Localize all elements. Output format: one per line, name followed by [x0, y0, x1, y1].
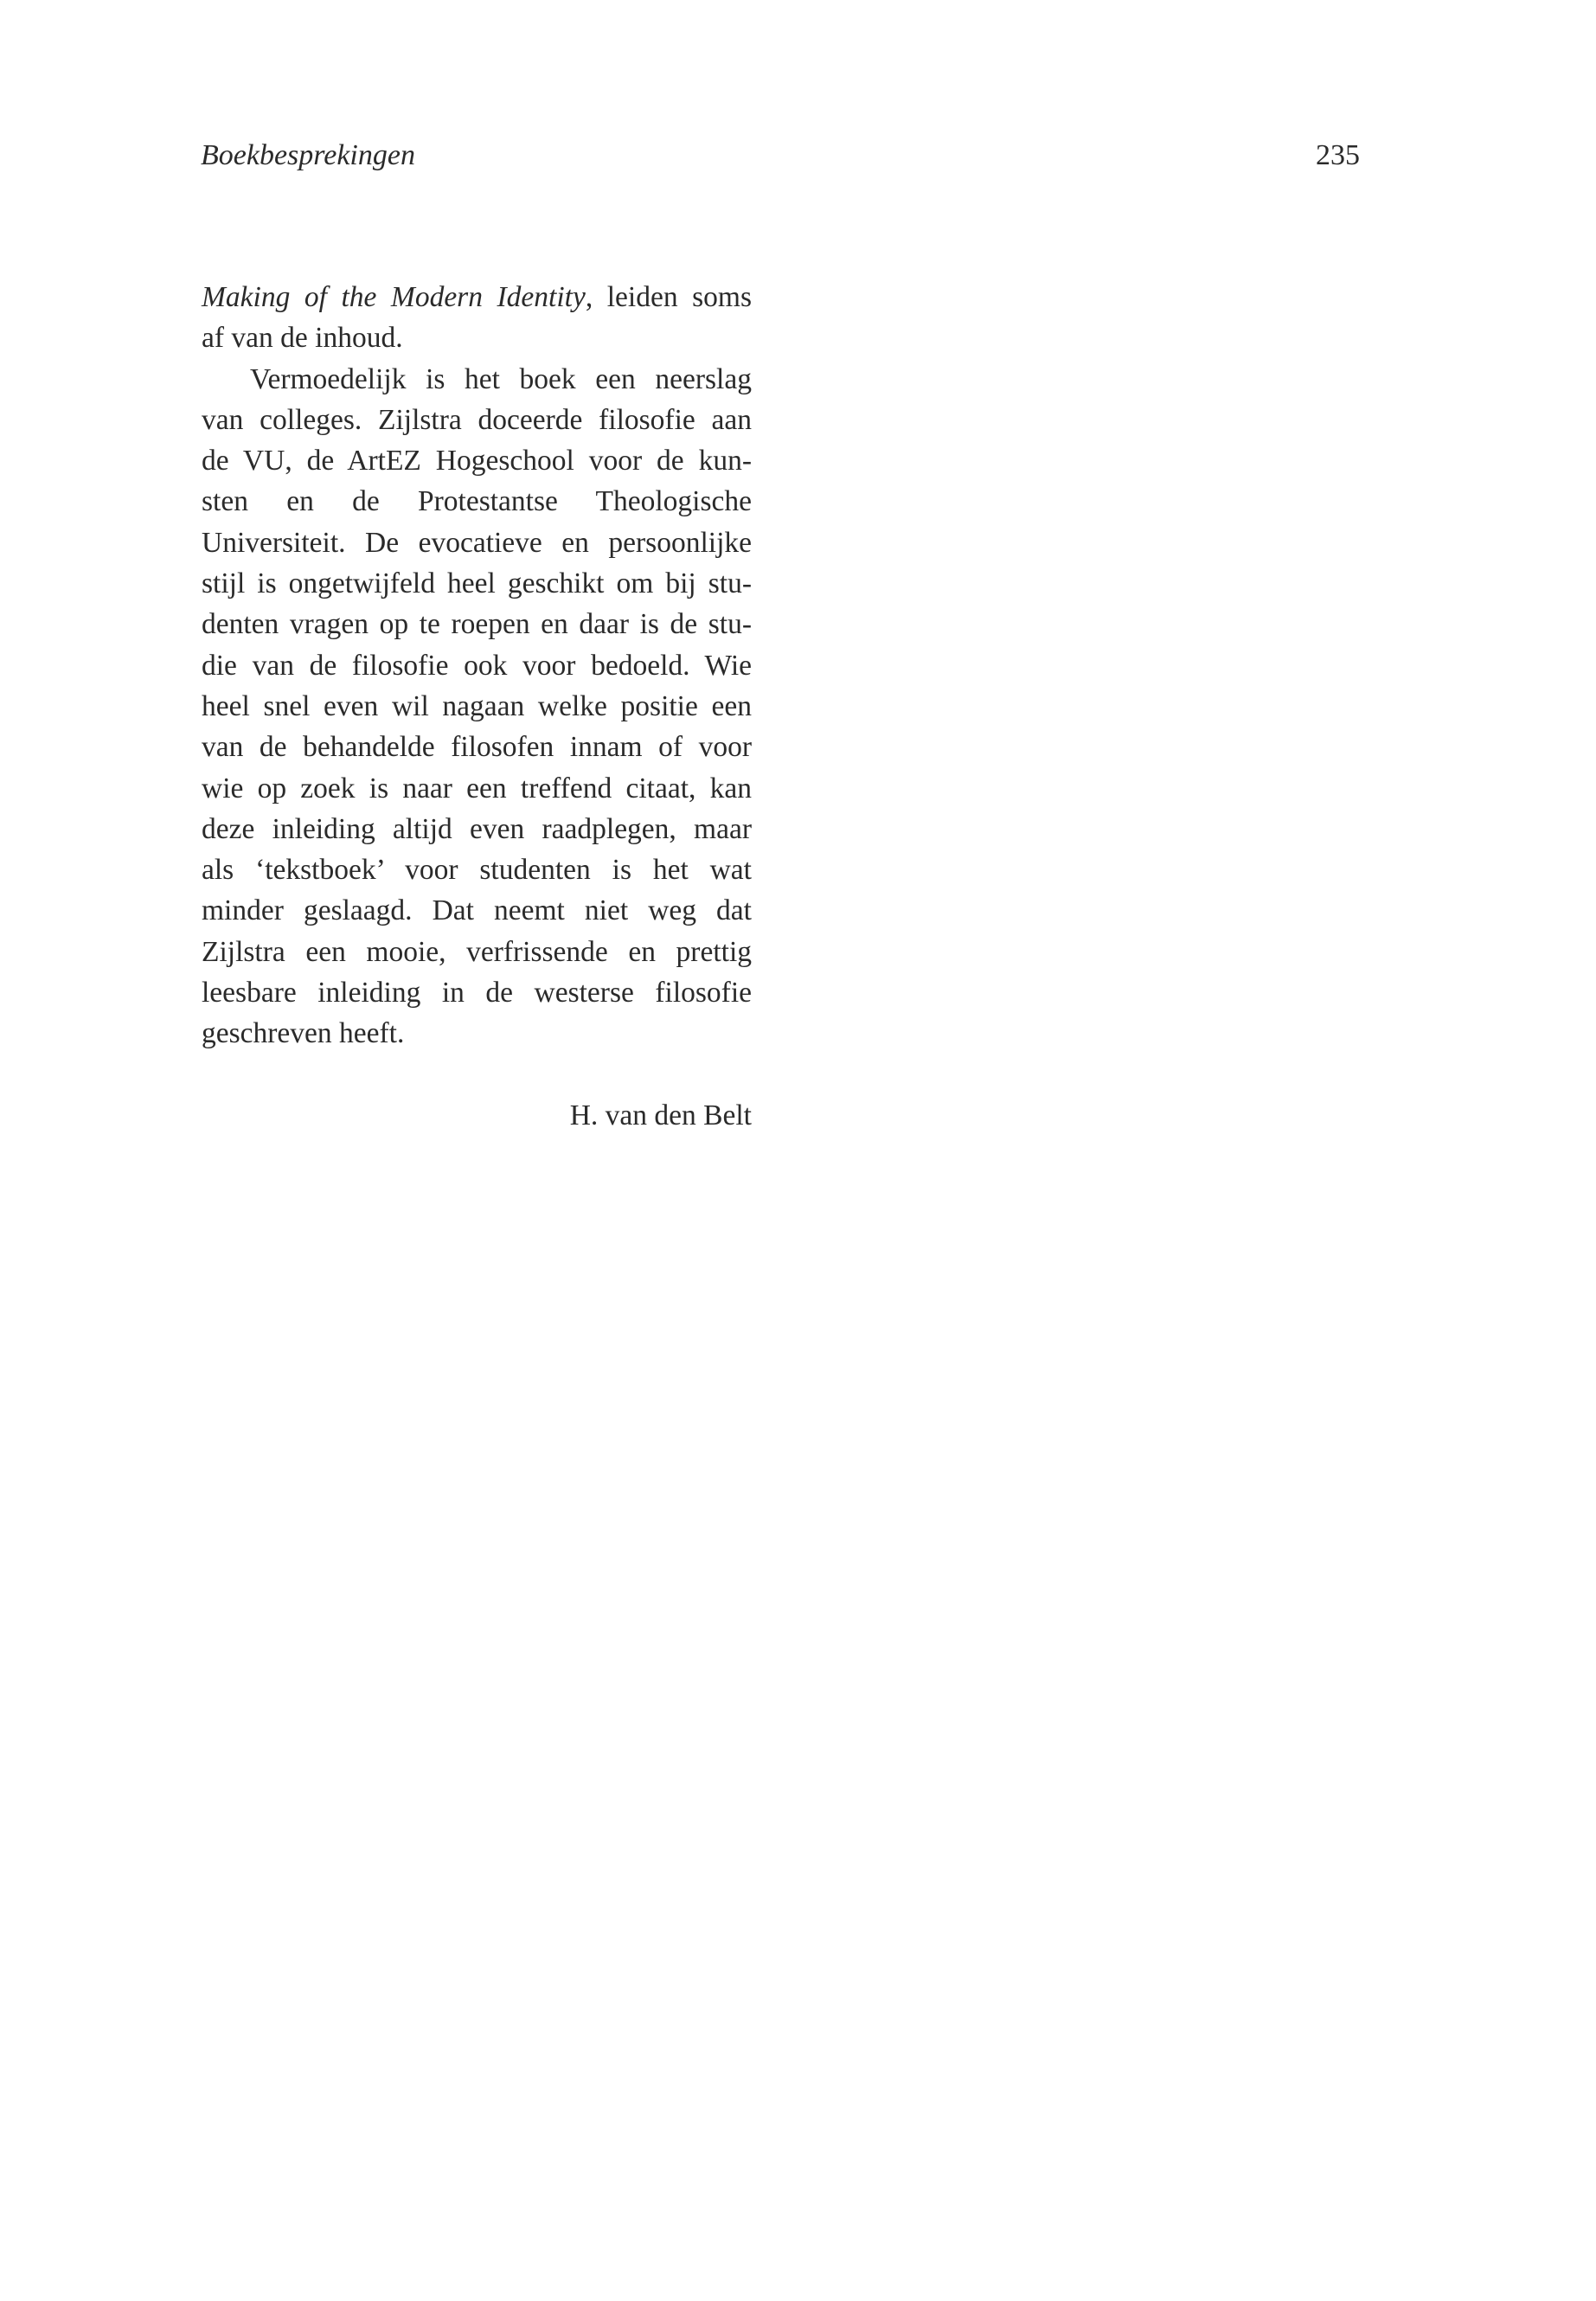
text-line: Vermoedelijk is het boek een neerslag — [250, 362, 752, 395]
text-line — [202, 277, 752, 317]
text-line: stijl is ongetwijfeld heel geschikt om bij stu- — [202, 567, 752, 600]
text-line: minder geslaagd. Dat neemt niet weg dat — [202, 894, 752, 927]
text-line: Universiteit. De evocatieve en persoonlijke — [202, 526, 752, 559]
text-line: heel snel even wil nagaan welke positie een — [202, 689, 752, 722]
text-line: van colleges. Zijlstra doceerde filosofie aan — [202, 403, 752, 436]
text-line: af van de inhoud. — [202, 322, 403, 355]
text-line: deze inleiding altijd even raadplegen, maar — [202, 812, 752, 845]
text-fragment: , leiden soms — [585, 281, 752, 313]
text-line: die van de filosofie ook voor bedoeld. Wie — [202, 649, 752, 682]
review-text-column — [202, 277, 752, 1136]
text-line: van de behandelde filosofen innam of voor — [202, 731, 752, 764]
book-title-italic: Making of the Modern Identity — [202, 281, 586, 313]
text-line: als ‘tekstboek’ voor studenten is het wat — [202, 854, 752, 887]
paragraph-conclusion — [202, 359, 752, 1054]
text-line: wie op zoek is naar een treffend citaat, kan — [202, 772, 752, 804]
text-line: de VU, de ArtEZ Hogeschool voor de kun- — [202, 445, 752, 478]
text-line: sten en de Protestantse Theologische — [202, 485, 752, 518]
text-line: leesbare inleiding in de westerse filosofie — [202, 977, 752, 1009]
paragraph-continued — [202, 277, 752, 359]
page-number: 235 — [1316, 139, 1360, 171]
reviewer-signature: H. van den Belt — [569, 1099, 752, 1131]
text-line: Zijlstra een mooie, verfrissende en prettig — [202, 935, 752, 968]
text-line: denten vragen op te roepen en daar is de stu- — [202, 608, 752, 641]
text-line: geschreven heeft. — [202, 1017, 405, 1050]
running-head-title: Boekbesprekingen — [201, 139, 415, 171]
